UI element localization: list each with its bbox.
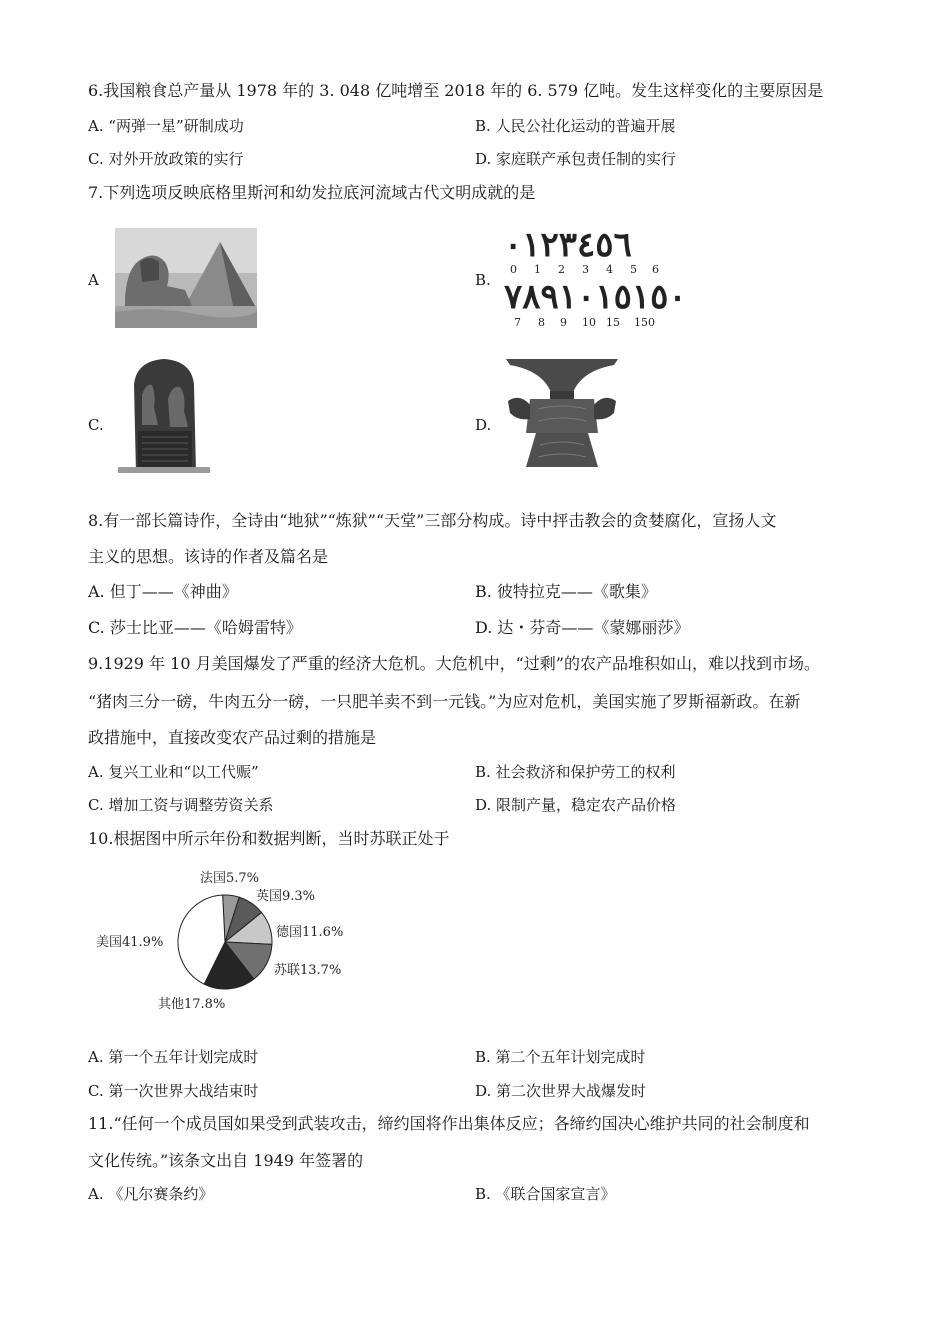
digit-label: 7: [514, 316, 521, 329]
q10-option-c: C. 第一次世界大战结束时: [88, 1082, 259, 1100]
q8-stem-line2: 主义的思想。该诗的作者及篇名是: [88, 547, 329, 566]
q6-option-d: D. 家庭联产承包责任制的实行: [475, 150, 677, 168]
q8-option-c: C. 莎士比亚——《哈姆雷特》: [88, 618, 302, 637]
q11-stem-line1: 11.“任何一个成员国如果受到武装攻击，缔约国将作出集体反应；各缔约国决心维护共同的社会制度和: [88, 1114, 810, 1133]
pie-slice-label: 苏联13.7%: [274, 963, 342, 978]
digit-label: 3: [582, 263, 589, 276]
digit-label: 4: [606, 263, 613, 276]
q7-label-a: A: [88, 271, 99, 289]
digit-label: 2: [558, 263, 565, 276]
q7-label-b: B.: [475, 271, 491, 289]
digit-label: 10: [582, 316, 596, 329]
digit-label: 5: [630, 263, 637, 276]
digit-label: 0: [510, 263, 517, 276]
pie-slice-label: 德国11.6%: [276, 925, 344, 940]
pie-slice-label: 英国9.3%: [256, 889, 316, 904]
q8-stem-line1: 8.有一部长篇诗作，全诗由“地狱”“炼狱”“天堂”三部分构成。诗中抨击教会的贪婪腐化，宣扬人文: [88, 511, 777, 530]
q6-option-c: C. 对外开放政策的实行: [88, 150, 244, 168]
q9-stem-line1: 9.1929 年 10 月美国爆发了严重的经济大危机。大危机中，“过剩”的农产品堆积如山，难以找到市场。: [88, 654, 820, 673]
digit-label: 15: [606, 316, 620, 329]
digit-label: 8: [538, 316, 545, 329]
q8-option-b: B. 彼特拉克——《歌集》: [475, 582, 657, 601]
hammurabi-stele-photo: [118, 355, 210, 473]
q6-option-a: A. “两弹一星”研制成功: [88, 117, 244, 135]
q10-stem: 10.根据图中所示年份和数据判断，当时苏联正处于: [88, 829, 450, 848]
q7-label-c: C.: [88, 416, 104, 434]
q7-stem: 7.下列选项反映底格里斯河和幼发拉底河流域古代文明成就的是: [88, 183, 536, 202]
q10-option-a: A. 第一个五年计划完成时: [88, 1048, 259, 1066]
q6-option-b: B. 人民公社化运动的普遍开展: [475, 117, 676, 135]
q7-label-d: D.: [475, 416, 492, 434]
pie-chart: [90, 862, 360, 1022]
q8-option-d: D. 达・芬奇——《蒙娜丽莎》: [475, 618, 690, 637]
pie-slice-label: 法国5.7%: [200, 871, 260, 886]
q10-option-d: D. 第二次世界大战爆发时: [475, 1082, 647, 1100]
q9-option-c: C. 增加工资与调整劳资关系: [88, 796, 274, 814]
q10-option-b: B. 第二个五年计划完成时: [475, 1048, 646, 1066]
q11-option-b: B. 《联合国家宣言》: [475, 1185, 616, 1203]
arabic-numerals-image: [502, 225, 687, 330]
bronze-vessel-photo: [502, 355, 622, 471]
pie-slice-label: 其他17.8%: [158, 997, 226, 1012]
q11-option-a: A. 《凡尔赛条约》: [88, 1185, 214, 1203]
digit-label: 1: [534, 263, 541, 276]
digit-label: 6: [652, 263, 659, 276]
digit-label: 9: [560, 316, 567, 329]
q9-stem-line3: 政措施中，直接改变农产品过剩的措施是: [88, 728, 377, 747]
pie-slice-label: 美国41.9%: [96, 935, 164, 950]
q9-option-d: D. 限制产量，稳定农产品价格: [475, 796, 677, 814]
q6-stem: 6.我国粮食总产量从 1978 年的 3. 048 亿吨增至 2018 年的 6. 579 亿吨。发生这样变化的主要原因是: [88, 81, 824, 100]
q8-option-a: A. 但丁——《神曲》: [88, 582, 238, 601]
digit-label: 150: [634, 316, 655, 329]
q11-stem-line2: 文化传统。”该条文出自 1949 年签署的: [88, 1151, 364, 1170]
q9-stem-line2: “猪肉三分一磅，牛肉五分一磅，一只肥羊卖不到一元钱。”为应对危机，美国实施了罗斯福新政。在新: [88, 692, 801, 711]
numerals-row2-glyphs: ٧٨٩١٠١٥١٥٠: [504, 277, 687, 317]
q9-option-a: A. 复兴工业和“以工代赈”: [88, 763, 259, 781]
numerals-row1-glyphs: ٠١٢٣٤٥٦: [504, 225, 632, 265]
q9-option-b: B. 社会救济和保护劳工的权利: [475, 763, 676, 781]
sphinx-pyramid-photo: [115, 228, 257, 328]
